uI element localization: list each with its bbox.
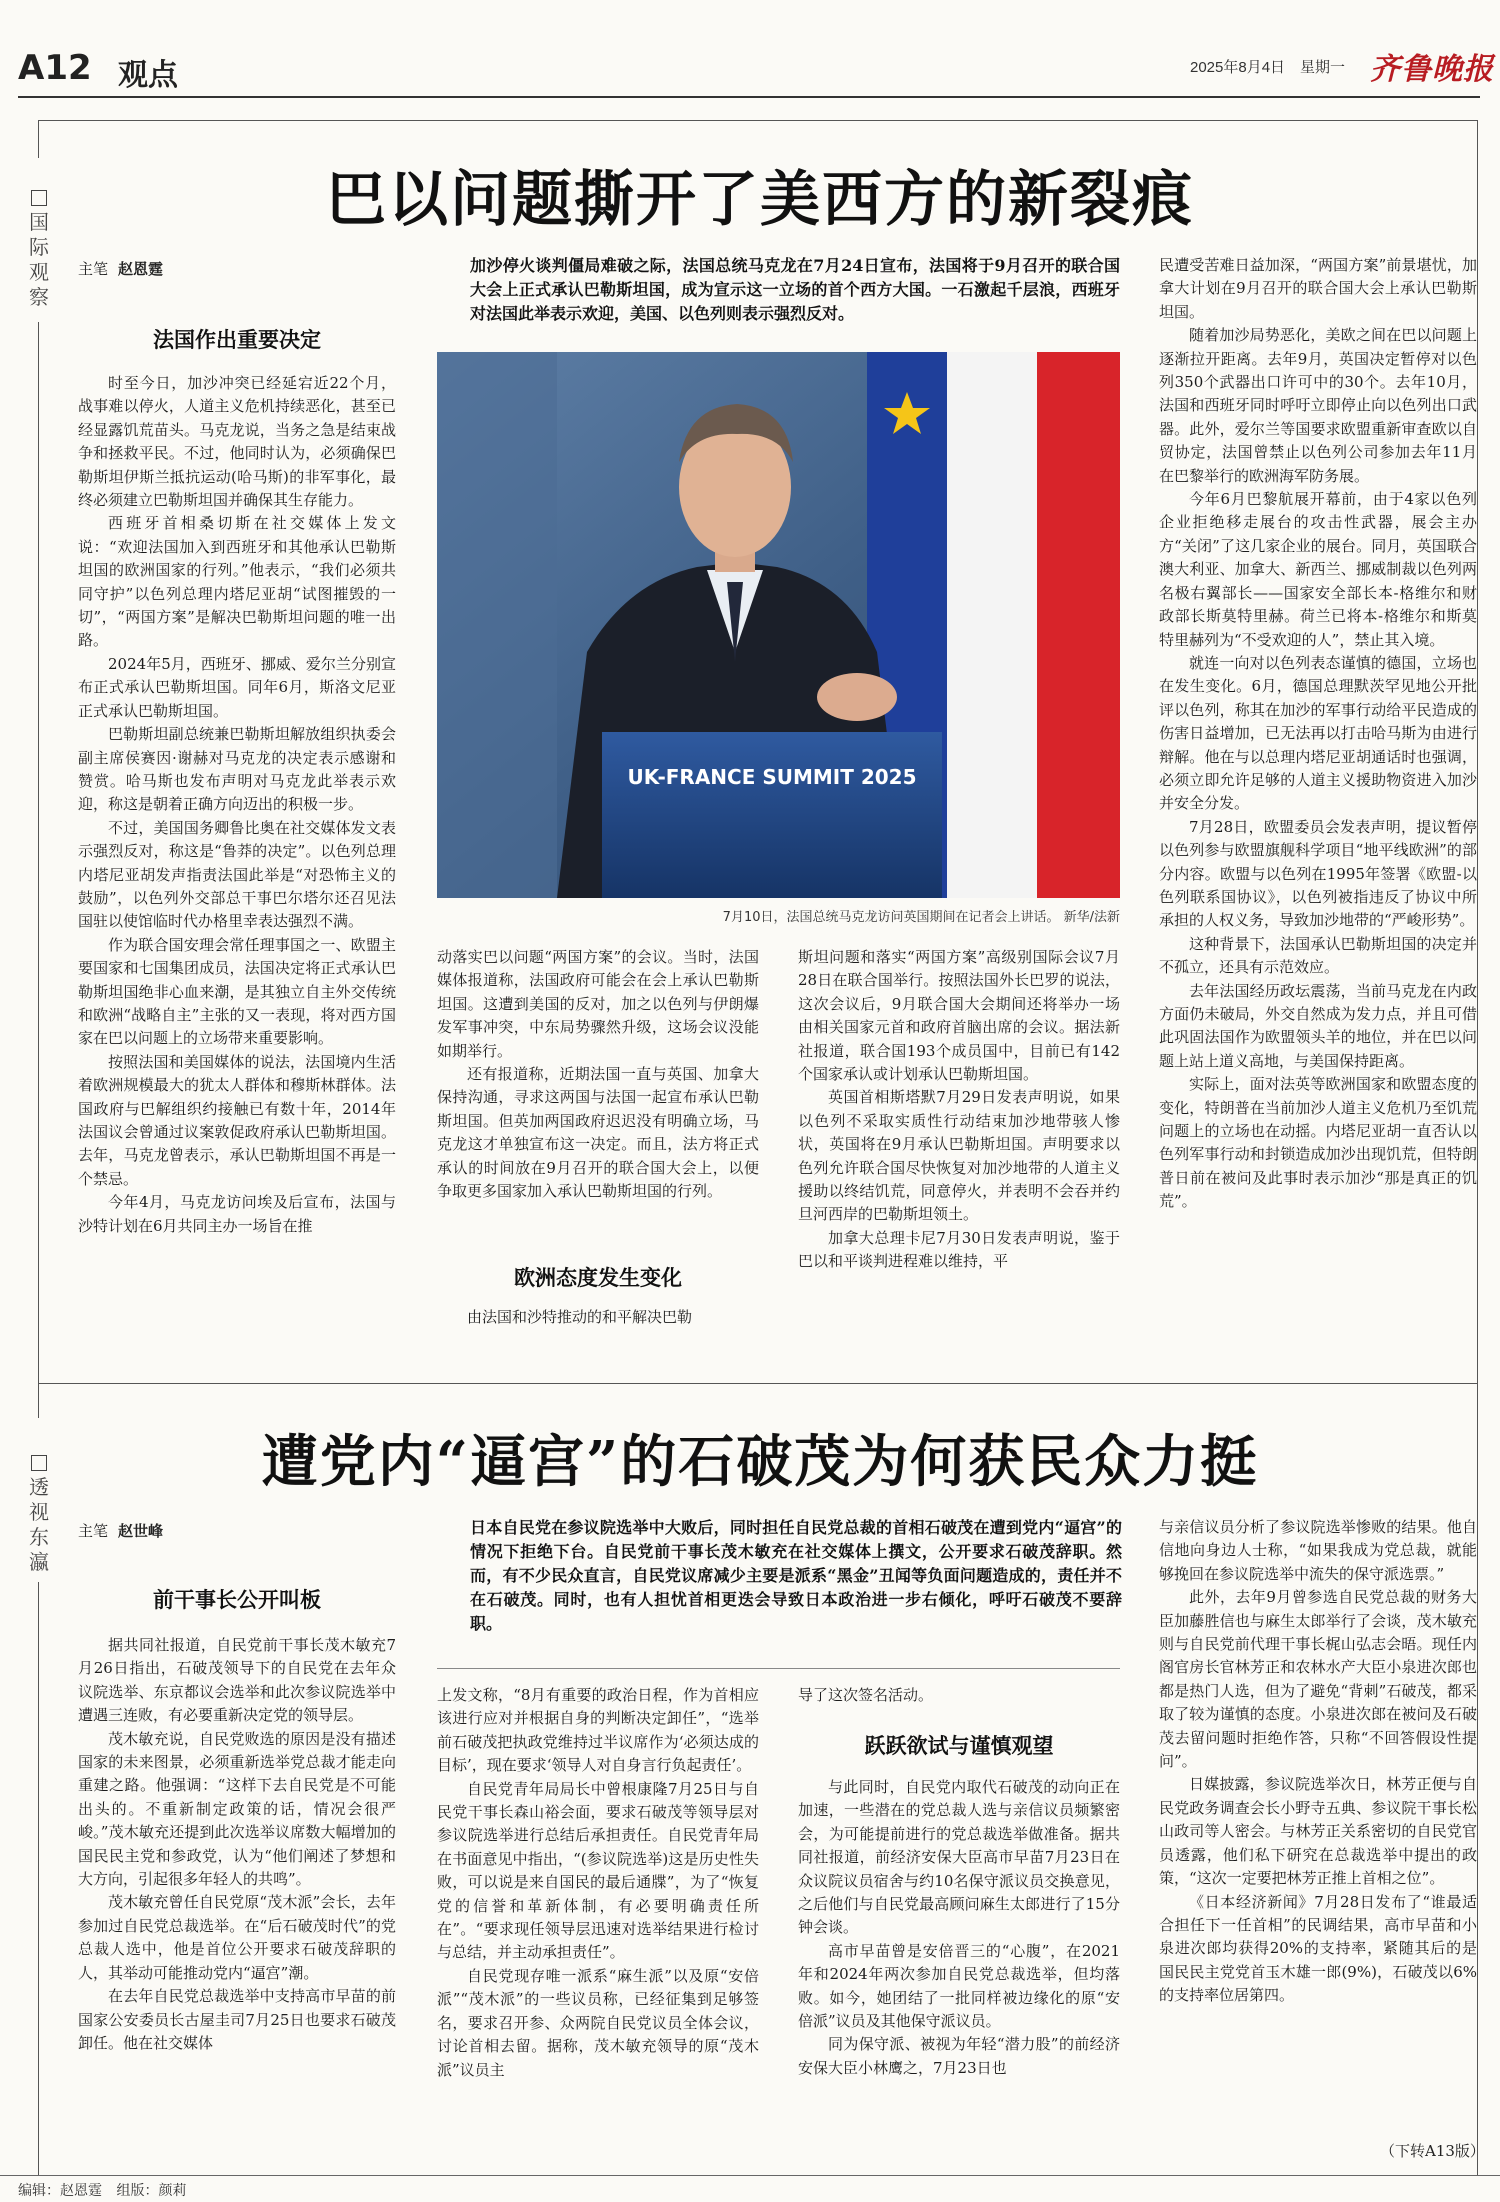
byline-role: 主笔 [78, 260, 109, 278]
article1-frame-top [38, 120, 1478, 121]
article2-frame-left-bottom [38, 1582, 39, 2175]
article2-column-3-body [798, 1776, 1120, 2080]
article1-headline: 巴以问题撕开了美西方的新裂痕 [326, 165, 1194, 235]
article1-column-2-tail [437, 1306, 759, 1329]
article2-lead-divider [437, 1668, 1120, 1669]
paragraph: 由法国和沙特推动的和平解决巴勒 [467, 1308, 693, 1326]
paragraph: 自民党青年局局长中曾根康隆7月25日与自民党干事长森山裕会面，要求石破茂等领导层对参议院选举进行总结后承担责任。自民党青年局在书面意见中指出，“(参议院选举)这是历史性失败，可以说是来自国民的最后通牒”，为了“恢复党的信誉和革新体制，有必要明确责任所在”。“要求现任领导层迅速对选举结果进行检讨与总结，并主动承担责任”。 [437, 1779, 759, 1962]
section-title: 观点 [118, 58, 178, 93]
continued-on-a13: （下转A13版） [1380, 2142, 1485, 2160]
paragraph: 高市早苗曾是安倍晋三的“心腹”，在2021年和2024年两次参加自民党总裁选举，但均落败。如今，她团结了一批同样被边缘化的原“安倍派”议员及其他保守派议员。 [798, 1941, 1120, 2031]
paragraph: 加拿大总理卡尼7月30日发表声明说，鉴于巴以和平谈判进程难以维持，平 [798, 1228, 1120, 1271]
paragraph: 今年6月巴黎航展开幕前，由于4家以色列企业拒绝移走展台的攻击性武器，展会主办方“关闭”了这几家企业的展台。同月，英国联合澳大利亚、加拿大、新西兰、挪威制裁以色列两名极右翼部长——国家安全部长本-格维尔和财政部长斯莫特里赫。荷兰已将本-格维尔和斯莫特里赫列为“不受欢迎的人”，禁止其入境。 [1159, 490, 1477, 649]
page-footer [18, 2180, 186, 2200]
byline-name: 赵恩霆 [118, 260, 164, 278]
paragraph: 《日本经济新闻》7月28日发布了“谁最适合担任下一任首相”的民调结果，高市早苗和小泉进次郎均获得20%的支持率，紧随其后的是国民民主党党首玉木雄一郎(9%)，石破茂以6%的支持率位居第四。 [1159, 1892, 1477, 2005]
paragraph: 西班牙首相桑切斯在社交媒体上发文说：“欢迎法国加入到西班牙和其他承认巴勒斯坦国的欧洲国家的行列。”他表示，“我们必须共同守护”以色列总理内塔尼亚胡“试图摧毁的一切”，“两国方案”是解决巴勒斯坦问题的唯一出路。 [78, 514, 396, 650]
article1-column-2 [437, 946, 759, 1203]
layout-credit: 组版：颜莉 [116, 2183, 187, 2199]
newspaper-masthead: 齐鲁晚报 [1370, 52, 1494, 87]
paragraph: 斯坦问题和落实“两国方案”高级别国际会议7月28日在联合国举行。按照法国外长巴罗的说法，这次会议后，9月联合国大会期间还将举办一场由相关国家元首和政府首脑出席的会议。据法新社报道，联合国193个成员国中，目前已有142个国家承认或计划承认巴勒斯坦国。 [798, 948, 1120, 1084]
article1-column-3 [798, 946, 1120, 1274]
paragraph: 这种背景下，法国承认巴勒斯坦国的决定并不孤立，还具有示范效应。 [1159, 934, 1477, 977]
article2-frame-top [38, 1383, 1478, 1384]
paragraph: 英国首相斯塔默7月29日发表声明说，如果以色列不采取实质性行动结束加沙地带骇人惨状，英国将在9月承认巴勒斯坦国。声明要求以色列允许联合国尽快恢复对加沙地带的人道主义援助以终结饥荒，同意停火，并表明不会吞并约旦河西岸的巴勒斯坦领土。 [798, 1088, 1120, 1224]
article2-lead: 日本自民党在参议院选举中大败后，同时担任自民党总裁的首相石破茂在遭到党内“逼宫”的情况下拒绝下台。自民党前干事长茂木敏充在社交媒体上撰文，公开要求石破茂辞职。然而，有不少民众直言，自民党议席减少主要是派系“黑金”丑闻等负面问题造成的，责任并不在石破茂。同时，也有人担忧首相更迭会导致日本政治进一步右倾化，呼吁石破茂不要辞职。 [470, 1518, 1122, 1633]
article1-column-4 [1159, 254, 1477, 1214]
article2-frame-right [1477, 1383, 1478, 2175]
paragraph: 随着加沙局势恶化，美欧之间在巴以问题上逐渐拉开距离。去年9月，英国决定暂停对以色列350个武器出口许可中的30个。去年10月，法国和西班牙同时呼吁立即停止向以色列出口武器。此外，爱尔兰等国要求欧盟重新审查欧以自贸协定，法国曾禁止以色列公司参加去年11月在巴黎举行的欧洲海军防务展。 [1159, 326, 1477, 485]
paragraph: 茂木敏充说，自民党败选的原因是没有描述国家的未来图景，必须重新选举党总裁才能走向重建之路。他强调：“这样下去自民党是不可能出头的。不重新制定政策的话，情况会很严峻。”茂木敏充还提到此次选举议席数大幅增加的国民民主党和参政党，认为“他们阐述了梦想和大方向，引起很多年轻人的共鸣”。 [78, 1729, 396, 1889]
podium-sign-text: UK-FRANCE SUMMIT 2025 [627, 765, 917, 789]
article1-subhead-2: 欧洲态度发生变化 [514, 1265, 682, 1290]
article1-column-label: 国际观察 [24, 190, 54, 310]
paragraph: 同为保守派、被视为年轻“潜力股”的前经济安保大臣小林鹰之，7月23日也 [798, 2035, 1120, 2077]
paragraph: 动落实巴以问题“两国方案”的会议。当时，法国媒体报道称，法国政府可能会在会上承认巴勒斯坦国。这遭到美国的反对，加之以色列与伊朗爆发军事冲突，中东局势骤然升级，这场会议没能如期举行。 [437, 948, 759, 1060]
paragraph: 导了这次签名活动。 [798, 1686, 934, 1704]
article1-column-1 [78, 372, 396, 1238]
article2-subhead-2: 跃跃欲试与谨慎观望 [864, 1733, 1054, 1758]
paragraph: 茂木敏充曾任自民党原“茂木派”会长，去年参加过自民党总裁选举。在“后石破茂时代”的党总裁人选中，他是首位公开要求石破茂辞职的人，其举动可能推动党内“逼宫”潮。 [78, 1893, 396, 1982]
issue-date: 2025年8月4日 [1190, 59, 1286, 76]
byline-name: 赵世峰 [118, 1522, 164, 1540]
paragraph: 2024年5月，西班牙、挪威、爱尔兰分别宣布正式承认巴勒斯坦国。同年6月，斯洛文尼亚正式承认巴勒斯坦国。 [78, 654, 396, 720]
paragraph: 作为联合国安理会常任理事国之一、欧盟主要国家和七国集团成员，法国决定将正式承认巴勒斯坦国绝非心血来潮，是其独立自主外交传统和欧洲“战略自主”主张的又一表现，将对西方国家在巴以问题上的立场带来重要影响。 [78, 935, 396, 1048]
paragraph: 在去年自民党总裁选举中支持高市早苗的前国家公安委员长古屋圭司7月25日也要求石破茂卸任。他在社交媒体 [78, 1987, 396, 2052]
paragraph: 不过，美国国务卿鲁比奥在社交媒体发文表示强烈反对，称这是“鲁莽的决定”。以色列总理内塔尼亚胡发声指责法国此举是“对恐怖主义的鼓励”，以色列外交部总干事巴尔塔尔还召见法国驻以使馆临时代办格里幸表达强烈不满。 [78, 818, 396, 931]
article1-byline [78, 258, 163, 279]
article1-lead: 加沙停火谈判僵局难破之际，法国总统马克龙在7月24日宣布，法国将于9月召开的联合国大会上正式承认巴勒斯坦国，成为宣示这一立场的首个西方大国。一石激起千层浪，西班牙对法国此举表示欢迎，美国、以色列则表示强烈反对。 [470, 256, 1120, 323]
article1-subhead-1: 法国作出重要决定 [153, 327, 321, 352]
article1-frame-right [1477, 120, 1478, 1383]
article2-column-3 [798, 1684, 1120, 1707]
editor-credit: 编辑：赵恩霆 [18, 2183, 102, 2199]
byline-role: 主笔 [78, 1522, 109, 1540]
article2-byline [78, 1520, 163, 1541]
article1-frame-left-top [38, 120, 39, 158]
article2-column-label: 透视东瀛 [24, 1455, 54, 1575]
article2-column-1 [78, 1634, 396, 2055]
paragraph: 上发文称，“8月有重要的政治日程，作为首相应该进行应对并根据自身的判断决定卸任”，“选举前石破茂把执政党维持过半议席作为‘必须达成的目标’，现在要求‘领导人对自身言行负起责任’。 [437, 1686, 759, 1775]
paragraph: 据共同社报道，自民党前干事长茂木敏充7月26日指出，石破茂领导下的自民党在去年众议院选举、东京都议会选举和此次参议院选举中遭遇三连败，有必要重新决定党的领导层。 [78, 1636, 396, 1725]
article2-frame-left-top [38, 1383, 39, 1418]
paragraph: 与亲信议员分析了参议院选举惨败的结果。他自信地向身边人士称，“如果我成为党总裁，就能够挽回在参议院选举中流失的保守派选票。” [1159, 1518, 1477, 1583]
paragraph: 就连一向对以色列表态谨慎的德国，立场也在发生变化。6月，德国总理默茨罕见地公开批评以色列，称其在加沙的军事行动给平民造成的伤害日益增加，已无法再以打击哈马斯为由进行辩解。他在与以总理内塔尼亚胡通话时也强调，必须立即允许足够的人道主义援助物资进入加沙并安全分发。 [1159, 653, 1477, 813]
article1-photo [437, 352, 1120, 898]
article2-column-2 [437, 1684, 759, 2082]
paragraph: 去年法国经历政坛震荡，当前马克龙在内政方面仍未破局，外交自然成为发力点，并且可借此巩固法国作为欧盟领头羊的地位，并在巴以问题上站上道义高地，与美国保持距离。 [1159, 981, 1477, 1070]
article2-column-4 [1159, 1516, 1477, 2008]
photo-caption: 7月10日，法国总统马克龙访问英国期间在记者会上讲话。 新华/法新 [722, 910, 1120, 925]
paragraph: 与此同时，自民党内取代石破茂的动向正在加速，一些潜在的党总裁人选与亲信议员频繁密会，为可能提前进行的党总裁选举做准备。据共同社报道，前经济安保大臣高市早苗7月23日在众议院议员宿舍与约10名保守派议员交换意见，之后他们与自民党最高顾问麻生太郎进行了15分钟会谈。 [798, 1778, 1120, 1937]
paragraph: 还有报道称，近期法国一直与英国、加拿大保持沟通，寻求这两国与法国一起宣布承认巴勒斯坦国。但英加两国政府迟迟没有明确立场，马克龙这才单独宣布这一决定。而且，法方将正式承认的时间放在9月召开的联合国大会上，以便争取更多国家加入承认巴勒斯坦国的行列。 [437, 1065, 759, 1201]
article2-headline: 遭党内“逼宫”的石破茂为何获民众力挺 [261, 1429, 1259, 1495]
paragraph: 巴勒斯坦副总统兼巴勒斯坦解放组织执委会副主席侯赛因·谢赫对马克龙的决定表示感谢和赞赏。哈马斯也发布声明对马克龙此举表示欢迎，称这是朝着正确方向迈出的积极一步。 [78, 725, 396, 814]
paragraph: 自民党现存唯一派系“麻生派”以及原“安倍派”“茂木派”的一些议员称，已经征集到足够签名，要求召开参、众两院自民党议员全体会议，讨论首相去留。据称，茂木敏充领导的原“茂木派”议员主 [437, 1966, 759, 2079]
paragraph: 按照法国和美国媒体的说法，法国境内生活着欧洲规模最大的犹太人群体和穆斯林群体。法国政府与巴解组织约接触已有数十年，2014年法国议会曾通过议案敦促政府承认巴勒斯坦国。去年，马克龙曾表示，承认巴勒斯坦国不再是一个禁忌。 [78, 1052, 396, 1188]
footer-divider [0, 2175, 1500, 2176]
paragraph: 时至今日，加沙冲突已经延宕近22个月，战事难以停火，人道主义危机持续恶化，甚至已经显露饥荒苗头。马克龙说，当务之急是结束战争和拯救平民。不过，他同时认为，必须确保巴勒斯坦伊斯兰抵抗运动(哈马斯)的非军事化，最终必须建立巴勒斯坦国并确保其生存能力。 [78, 374, 396, 510]
paragraph: 7月28日，欧盟委员会发表声明，提议暂停以色列参与欧盟旗舰科学项目“地平线欧洲”的部分内容。欧盟与以色列在1995年签署《欧盟-以色列联系国协议》，以色列被指违反了协议中所承担的人权义务，导致加沙地带的“严峻形势”。 [1159, 817, 1477, 930]
paragraph: 此外，去年9月曾参选自民党总裁的财务大臣加藤胜信也与麻生太郎举行了会谈，茂木敏充则与自民党前代理干事长梶山弘志会晤。现任内阁官房长官林芳正和农林水产大臣小泉进次郎也都是热门人选，但为了避免“背刺”石破茂，都采取了较为谨慎的态度。小泉进次郎在被问及石破茂去留问题时拒绝作答，只称“不回答假设性提问”。 [1159, 1588, 1477, 1771]
paragraph: 日媒披露，参议院选举次日，林芳正便与自民党政务调查会长小野寺五典、参议院干事长松山政司等人密会。与林芳正关系密切的自民党官员透露，他们私下研究在总裁选举中提出的政策，“这次一定要把林芳正推上首相之位”。 [1159, 1775, 1477, 1888]
paragraph: 民遭受苦难日益加深，“两国方案”前景堪忧，加拿大计划在9月召开的联合国大会上承认巴勒斯坦国。 [1159, 256, 1477, 321]
paragraph: 今年4月，马克龙访问埃及后宣布，法国与沙特计划在6月共同主办一场旨在推 [78, 1193, 396, 1235]
header-divider [18, 96, 1480, 98]
paragraph: 实际上，面对法英等欧洲国家和欧盟态度的变化，特朗普在当前加沙人道主义危机乃至饥荒问题上的立场也在动摇。内塔尼亚胡一直否认以色列军事行动和封锁造成加沙出现饥荒，但特朗普日前在被问及此事时表示加沙“那是真正的饥荒”。 [1159, 1075, 1477, 1211]
page-number: A12 [18, 48, 92, 88]
issue-weekday: 星期一 [1300, 58, 1346, 76]
macron-press-conference-photo [437, 352, 1120, 898]
article1-frame-left-bottom [38, 322, 39, 1383]
article2-subhead-1: 前干事长公开叫板 [153, 1587, 321, 1612]
